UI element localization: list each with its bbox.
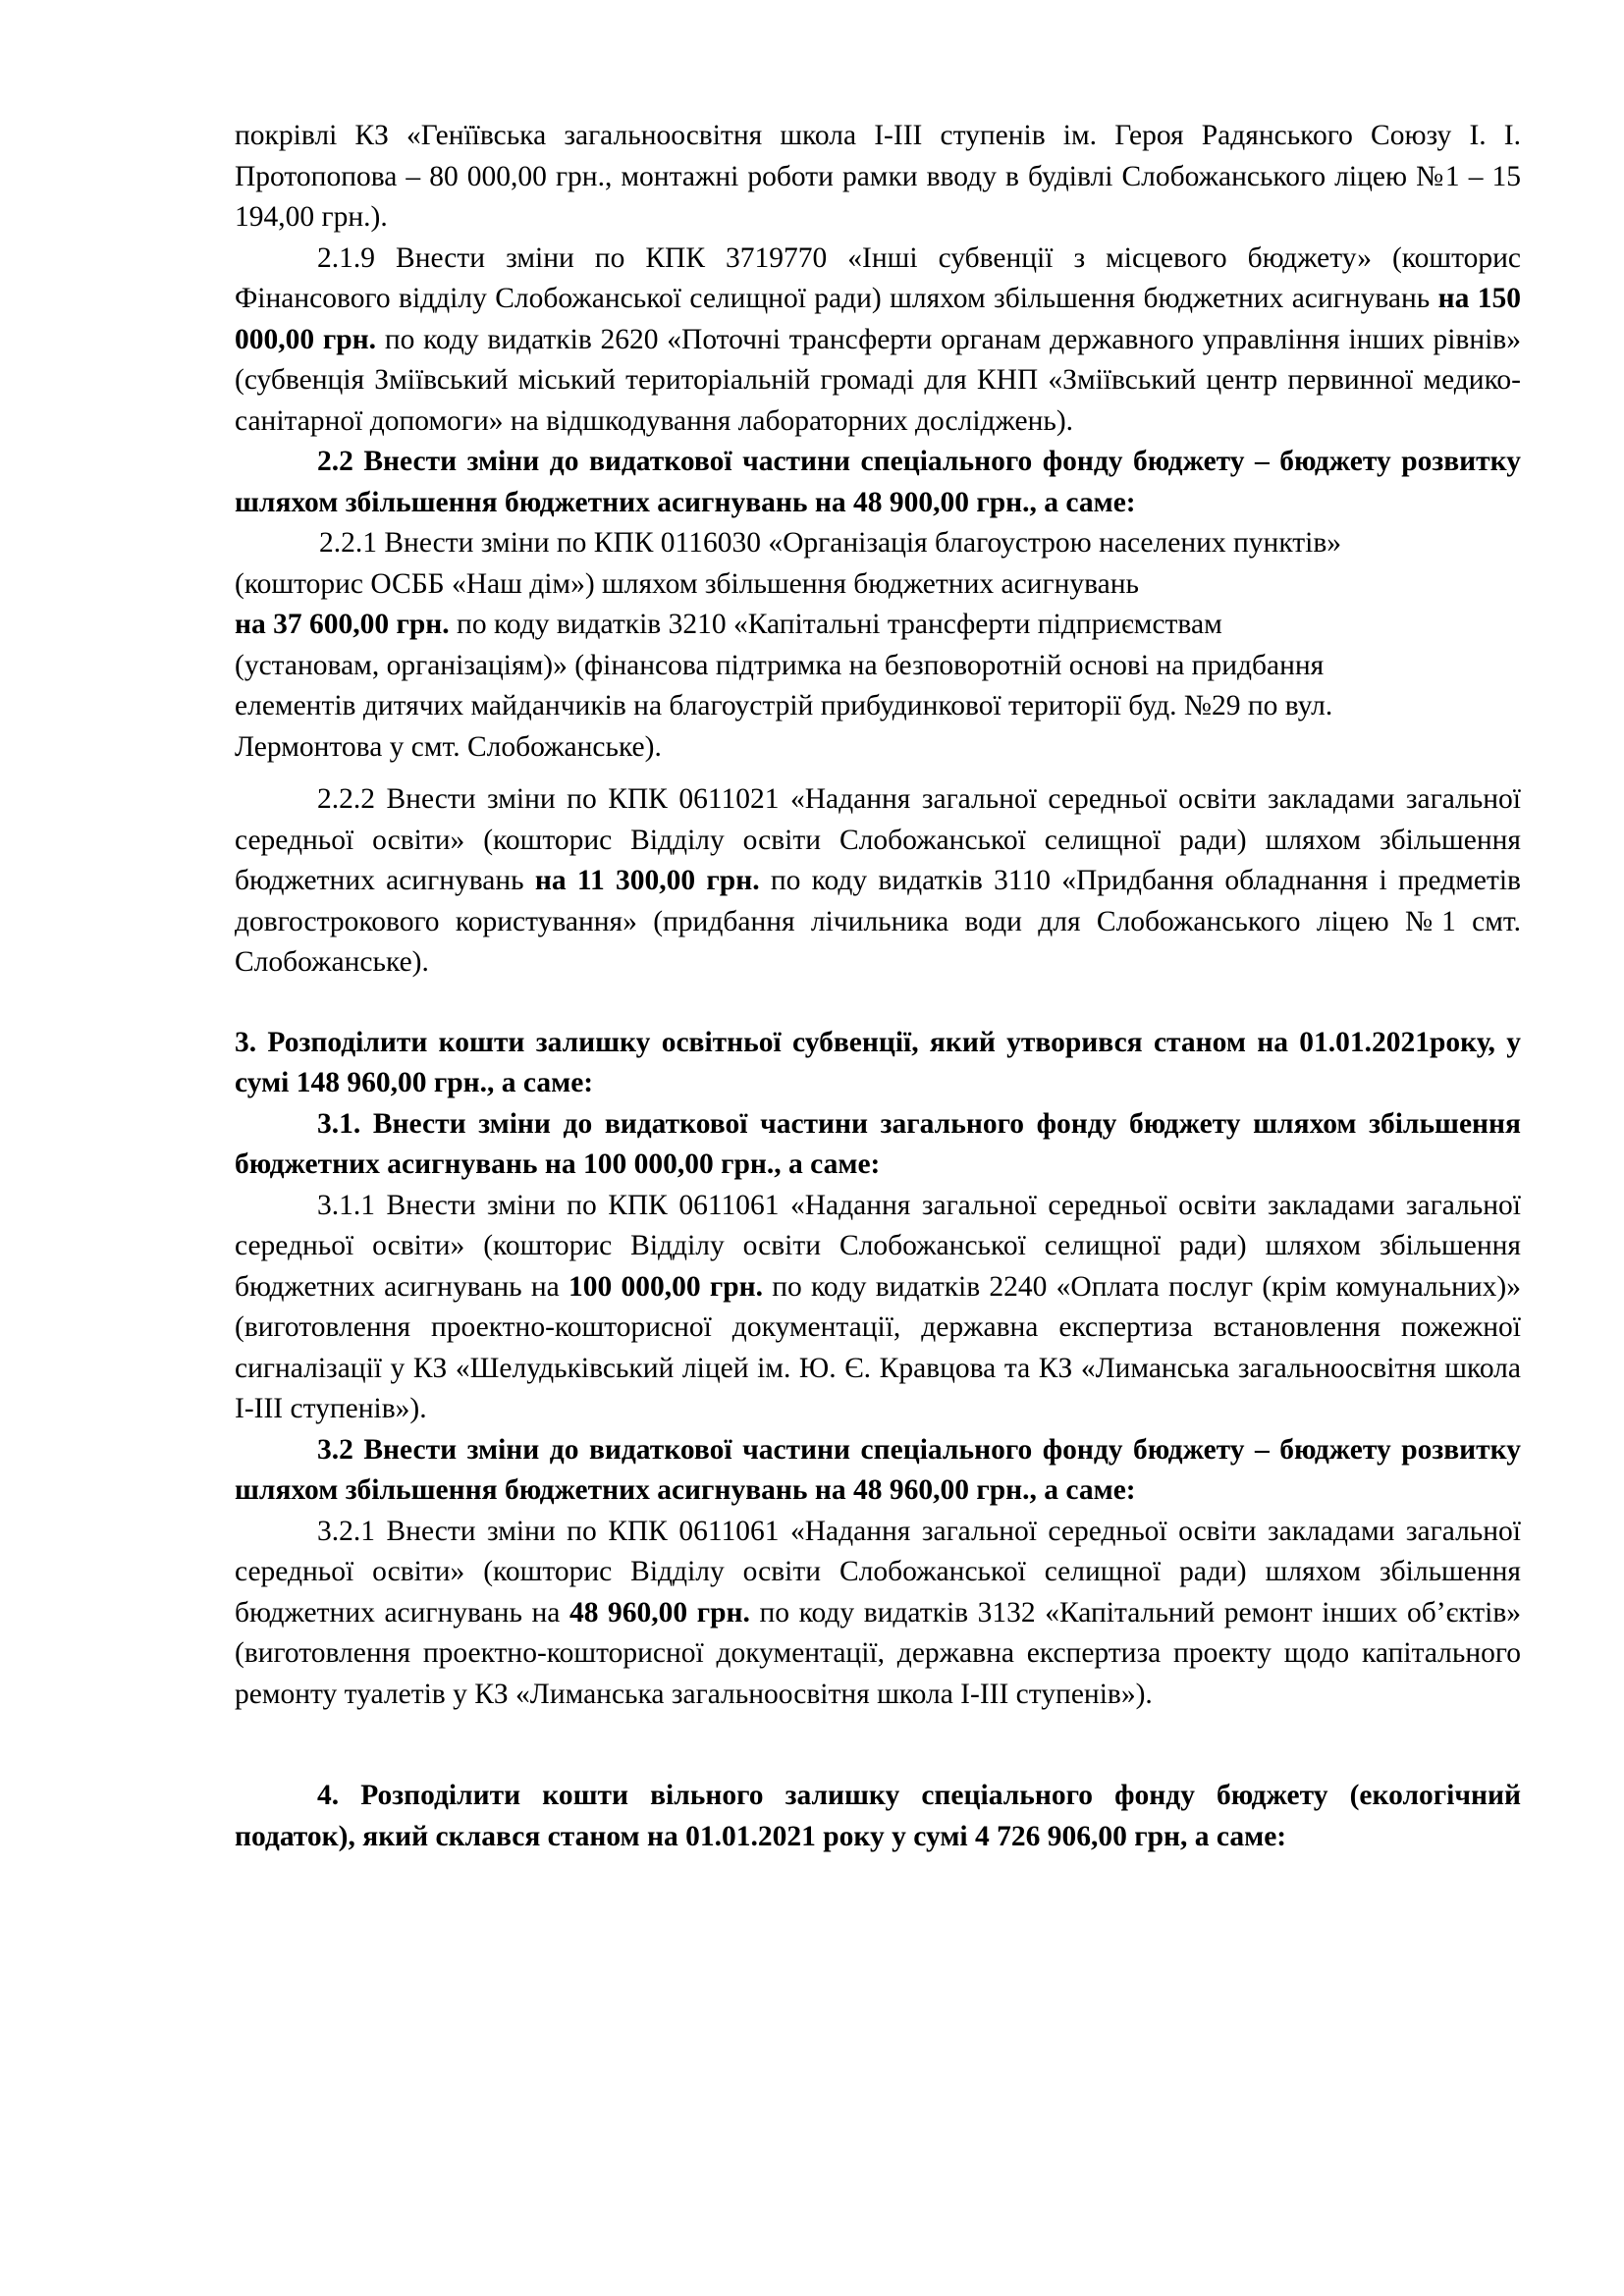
amount-3-1-1: 100 000,00 грн. [568, 1270, 764, 1303]
amount-2-2-2: на 11 300,00 грн. [534, 865, 760, 896]
heading-4: 4. Розподілити кошти вільного залишку спеціального фонду бюджету (екологічний податок), який склався станом на 01.01.2021 року у сумі 4 726 906,00 грн, а саме: [235, 1780, 1521, 1852]
paragraph-2-2-1 [235, 523, 1521, 768]
line-2-2-1-2: (кошторис ОСББ «Наш дім») шляхом збільшення бюджетних асигнувань [235, 567, 1139, 600]
heading-3-2: 3.2 Внести зміни до видаткової частини спеціального фонду бюджету – бюджету розвитку шляхом збільшення бюджетних асигнувань на 48 960,00 грн., а саме: [235, 1433, 1521, 1506]
paragraph-2-1-9 [235, 239, 1521, 443]
text-3-2-1-part2: по коду видатків 3132 «Капітальний ремонт інших об’єктів» (виготовлення проектно-кошторисної документації, державна експертиза проекту щодо капітального ремонту туалетів у КЗ «Лиманська загальноосвітня школа І-ІІІ ступенів»). [235, 1596, 1521, 1710]
text-2-2-1-code: по коду видатків 3210 «Капітальні трансферти підприємствам [449, 609, 1222, 640]
text-3-2-1-part1: 3.2.1 Внести зміни по КПК 0611061 «Надання загальної середньої освіти закладами загальної середньої освіти» (кошторис Відділу освіти Слобожанської селищної ради) шляхом збільшення бюджетних асигнувань на [235, 1515, 1521, 1629]
amount-2-1-9: на 150 000,00 грн. [235, 283, 1522, 355]
line-2-2-1-5: елементів дитячих майданчиків на благоустрій прибудинкової території буд. №29 по вул. [235, 690, 1333, 721]
line-2-2-1-1: 2.2.1 Внести зміни по КПК 0116030 «Організація благоустрою населених пунктів» [319, 527, 1342, 559]
line-2-2-1-4: (установам, організаціям)» (фінансова підтримка на безповоротній основі на придбання [235, 649, 1325, 681]
document-page [235, 116, 1521, 1857]
amount-3-2-1: 48 960,00 грн. [568, 1596, 750, 1629]
text-3-1-1-part2: по коду видатків 2240 «Оплата послуг (крім комунальних)» (виготовлення проектно-кошторисної документації, державна експертиза встановлення пожежної сигналізації у КЗ «Шелудьківський ліцей ім. Ю. Є. Кравцова та КЗ «Лиманська загальноосвітня школа І-ІІІ ступенів»). [235, 1270, 1521, 1424]
text-2-2-2-part2: по коду видатків 3110 «Придбання обладнання і предметів довгострокового користування» (придбання лічильника води для Слобожанського ліцею №1 смт. Слобожанське). [235, 865, 1521, 978]
heading-3-1: 3.1. Внести зміни до видаткової частини загального фонду бюджету шляхом збільшення бюджетних асигнувань на 100 000,00 грн., а саме: [235, 1107, 1521, 1180]
text-2-1-9-part2: по коду видатків 2620 «Поточні трансферти органам державного управління інших рівнів» (субвенція Зміївський міський територіальній громаді для КНП «Зміївський центр первинної медико-санітарної допомоги» на відшкодування лабораторних досліджень). [235, 323, 1521, 437]
text-2-2-2-part1: 2.2.2 Внести зміни по КПК 0611021 «Надання загальної середньої освіти закладами загальної середньої освіти» (кошторис Відділу освіти Слобожанської селищної ради) шляхом збільшення бюджетних асигнувань [235, 783, 1521, 896]
heading-3: 3. Розподілити кошти залишку освітньої субвенції, який утворився станом на 01.01.2021року, у сумі 148 960,00 грн., а саме: [235, 1026, 1521, 1098]
amount-2-2-1: на 37 600,00 грн. [235, 609, 450, 640]
line-2-2-1-3 [235, 605, 1521, 646]
line-2-2-1-6: Лермонтова у смт. Слобожанське). [235, 730, 662, 763]
paragraph-3-1-1 [235, 1186, 1521, 1430]
heading-2-2: 2.2 Внести зміни до видаткової частини спеціального фонду бюджету – бюджету розвитку шляхом збільшення бюджетних асигнувань на 48 900,00 грн., а саме: [235, 446, 1521, 518]
paragraph-3-2-1 [235, 1512, 1521, 1716]
paragraph-2-2-2 [235, 779, 1521, 984]
text-2-1-9-part1: 2.1.9 Внести зміни по КПК 3719770 «Інші субвенції з місцевого бюджету» (кошторис Фінансового відділу Слобожанської селищної ради) шляхом збільшення бюджетних асигнувань [235, 241, 1521, 314]
text-3-1-1-part1: 3.1.1 Внести зміни по КПК 0611061 «Надання загальної середньої освіти закладами загальної середньої освіти» (кошторис Відділу освіти Слобожанської селищної ради) шляхом збільшення бюджетних асигнувань на [235, 1189, 1521, 1303]
paragraph-roof-works: покрівлі КЗ «Генїївська загальноосвітня школа І-ІІІ ступенів ім. Героя Радянського Союзу І. І. Протопопова – 80 000,00 грн., монтажні роботи рамки вводу в будівлі Слобожанського ліцею №1 – 15 194,00 грн.). [235, 120, 1521, 233]
